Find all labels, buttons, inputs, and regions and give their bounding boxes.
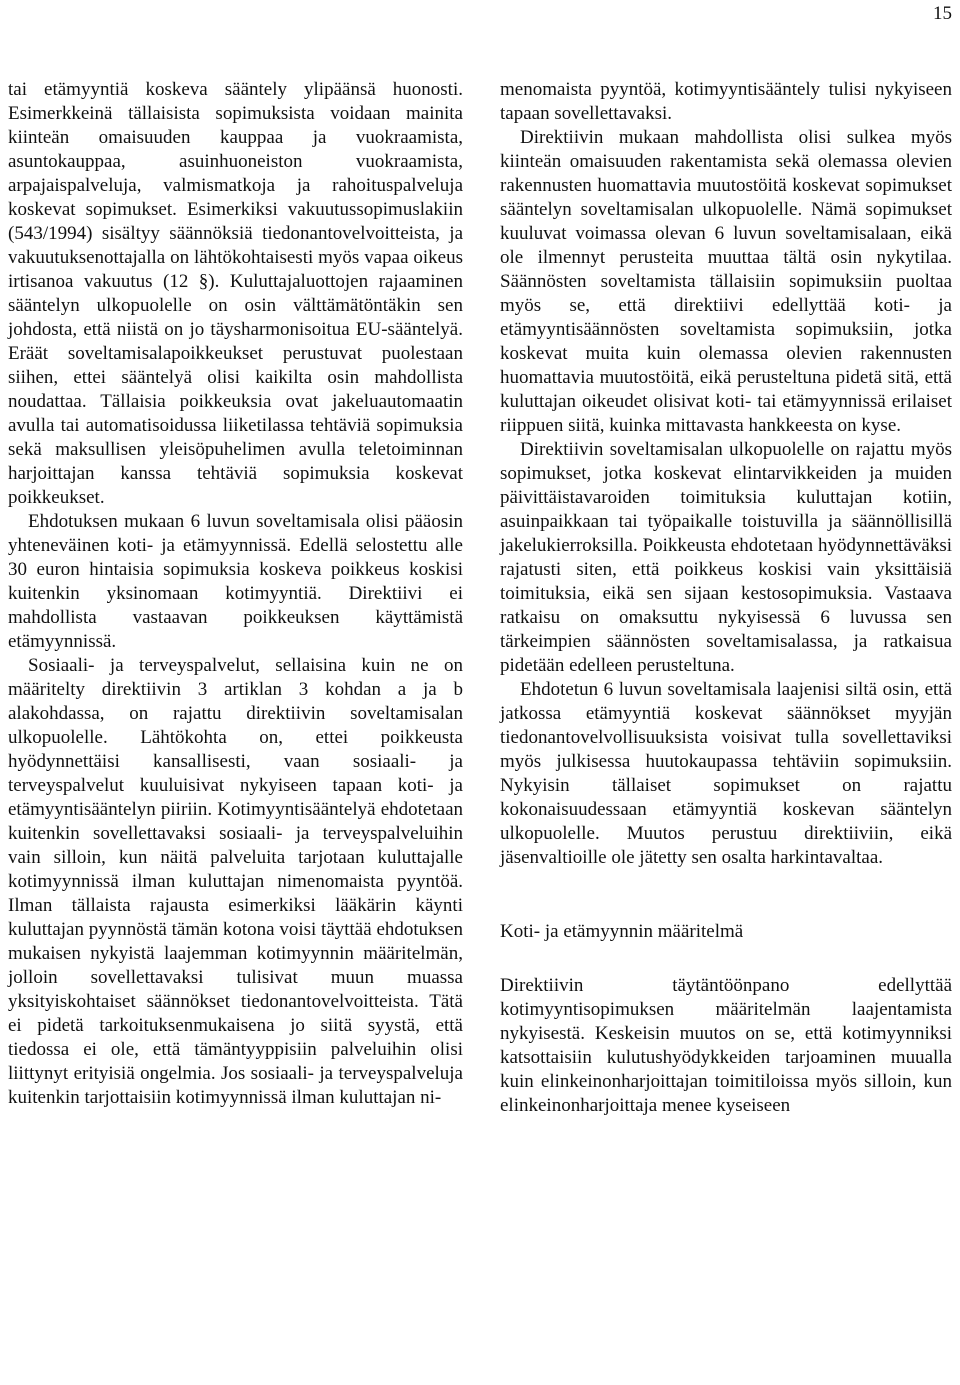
paragraph: Ehdotuksen mukaan 6 luvun soveltamisala olisi pääosin yhteneväinen koti- ja etämyynnissä. Edellä selostettu alle 30 euron hintaisia sopimuksia koskeva poikkeus koskisi kuitenkin yksinomaan kotimyyntiä. Direktiivi ei mahdollista vastaavan poikkeuksen käyttämistä etämyynnissä.: [8, 511, 463, 652]
paragraph: menomaista pyyntöä, kotimyyntisääntely tulisi nykyiseen tapaan sovellettavaksi.: [500, 79, 952, 124]
paragraph: Direktiivin soveltamisalan ulkopuolelle on rajattu myös sopimukset, jotka koskevat elintarvikkeiden ja muiden päivittäistavaroiden toimituksia kuluttajan kotiin, asuinpaikkaan tai työpaikalle toistuvilla ja säännöllisillä jakelukierroksilla. Poikkeusta ehdotetaan hyödynnettäväksi rajatusti siten, että poikkeus koskisi vain yksittäisiä toimituksia, eikä sen sijaan kestosopimuksia. Vastaava ratkaisu on omaksuttu nykyisessä 6 luvussa sen tärkeimpien säännösten soveltamisalassa, ja ratkaisua pidetään edelleen perusteltuna.: [500, 439, 952, 676]
page-number: 15: [933, 3, 952, 24]
paragraph: Direktiivin täytäntöönpano edellyttää kotimyyntisopimuksen määritelmän laajentamista nykyisestä. Keskeisin muutos on se, että kotimyynniksi katsottaisiin kulutushyödykkeiden tarjoaminen muualla kuin elinkeinonharjoittajan toimitiloissa myös silloin, kun elinkeinonharjoittaja menee kyseiseen: [500, 975, 952, 1116]
section-heading: Koti- ja etämyynnin määritelmä: [500, 921, 744, 942]
right-column: [500, 78, 952, 1118]
left-column: [8, 78, 463, 1110]
paragraph: Direktiivin mukaan mahdollista olisi sulkea myös kiinteän omaisuuden rakentamista sekä olemassa olevien rakennusten huomattavia muutostöitä koskevat sopimukset sääntelyn soveltamisalan ulkopuolelle. Nämä sopimukset kuuluvat voimassa olevan 6 luvun soveltamisalaan, eikä ole ilmennyt perusteita muuttaa tältä osin nykytilaa. Säännösten soveltamista tällaisiin sopimuksiin puoltaa myös se, että direktiivi edellyttää koti- ja etämyyntisäännösten soveltamista sopimuksiin, jotka koskevat muita kuin olemassa olevien rakennusten huomattavia muutostöitä, eikä perusteltuna pidetä sitä, että kuluttajan oikeudet olisivat koti- tai etämyynnissä erilaiset riippuen siitä, kuinka mittavasta hankkeesta on kyse.: [500, 127, 952, 436]
paragraph: Sosiaali- ja terveyspalvelut, sellaisina kuin ne on määritelty direktiivin 3 artiklan 3 kohdan a ja b alakohdassa, on rajattu direktiivin soveltamisalan ulkopuolelle. Lähtökohta on, ettei poikkeusta hyödynnettäisi kansallisesti, vaan sosiaali- ja terveyspalvelut kuuluisivat nykyiseen tapaan koti- ja etämyyntisääntelyn piiriin. Kotimyyntisääntelyä ehdotetaan kuitenkin sovellettavaksi sosiaali- ja terveyspalveluihin vain silloin, kun näitä palveluita tarjotaan kuluttajalle kotimyynnissä ilman kuluttajan nimenomaista pyyntöä. Ilman tällaista rajausta esimerkiksi lääkärin käynti kuluttajan pyynnöstä tämän kotona voisi täyttää ehdotuksen mukaisen nykyistä laajemman kotimyynnin määritelmän, jolloin sovellettavaksi tulisivat muun muassa yksityiskohtaiset säännökset tiedonantovelvoitteista. Tätä ei pidetä tarkoituksenmukaisena jo siitä syystä, että tiedossa ei ole, että tämäntyyppisiin palveluihin olisi liittynyt erityisiä ongelmia. Jos sosiaali- ja terveyspalveluja kuitenkin tarjottaisiin kotimyynnissä ilman kuluttajan ni-: [8, 655, 463, 1108]
paragraph: Ehdotetun 6 luvun soveltamisala laajenisi siltä osin, että jatkossa etämyyntiä koskevat säännökset myyjän tiedonantovelvollisuuksista voisivat tulla sovellettaviksi myös julkisessa huutokaupassa tehtäviin sopimuksiin. Nykyisin tällaiset sopimukset on rajattu kokonaisuudessaan etämyyntiä koskevan sääntelyn ulkopuolelle. Muutos perustuu direktiiviin, eikä jäsenvaltioille ole jätetty sen osalta harkintavaltaa.: [500, 679, 952, 868]
paragraph: tai etämyyntiä koskeva sääntely ylipäänsä huonosti. Esimerkkeinä tällaisista sopimuksista voidaan mainita kiinteän omaisuuden kauppaa ja vuokraamista, asuntokauppaa, asuinhuoneiston vuokraamista, arpajaispalveluja, valmismatkoja ja rahoituspalveluja koskevat sopimukset. Esimerkiksi vakuutussopimuslakiin (543/1994) sisältyy säännöksiä tiedonantovelvoitteista, ja vakuutuksenottajalla on lähtökohtaisesti myös vapaa oikeus irtisanoa vakuutus (12 §). Kuluttajaluottojen rajaaminen sääntelyn ulkopuolelle on osin välttämätöntäkin sen johdosta, että niistä on jo täysharmonisoitua EU-sääntelyä. Eräät soveltamisalapoikkeukset perustuvat puolestaan siihen, ettei sääntelyä olisi kaikilta osin mahdollista noudattaa. Tällaisia poikkeuksia ovat jakeluautomaatin avulla tai automatisoidussa liiketilassa tehtäviä sopimuksia sekä maksullisen yleisöpuhelimen avulla teletoiminnan harjoittajan kanssa tehtäviä sopimuksia koskevat poikkeukset.: [8, 79, 463, 508]
